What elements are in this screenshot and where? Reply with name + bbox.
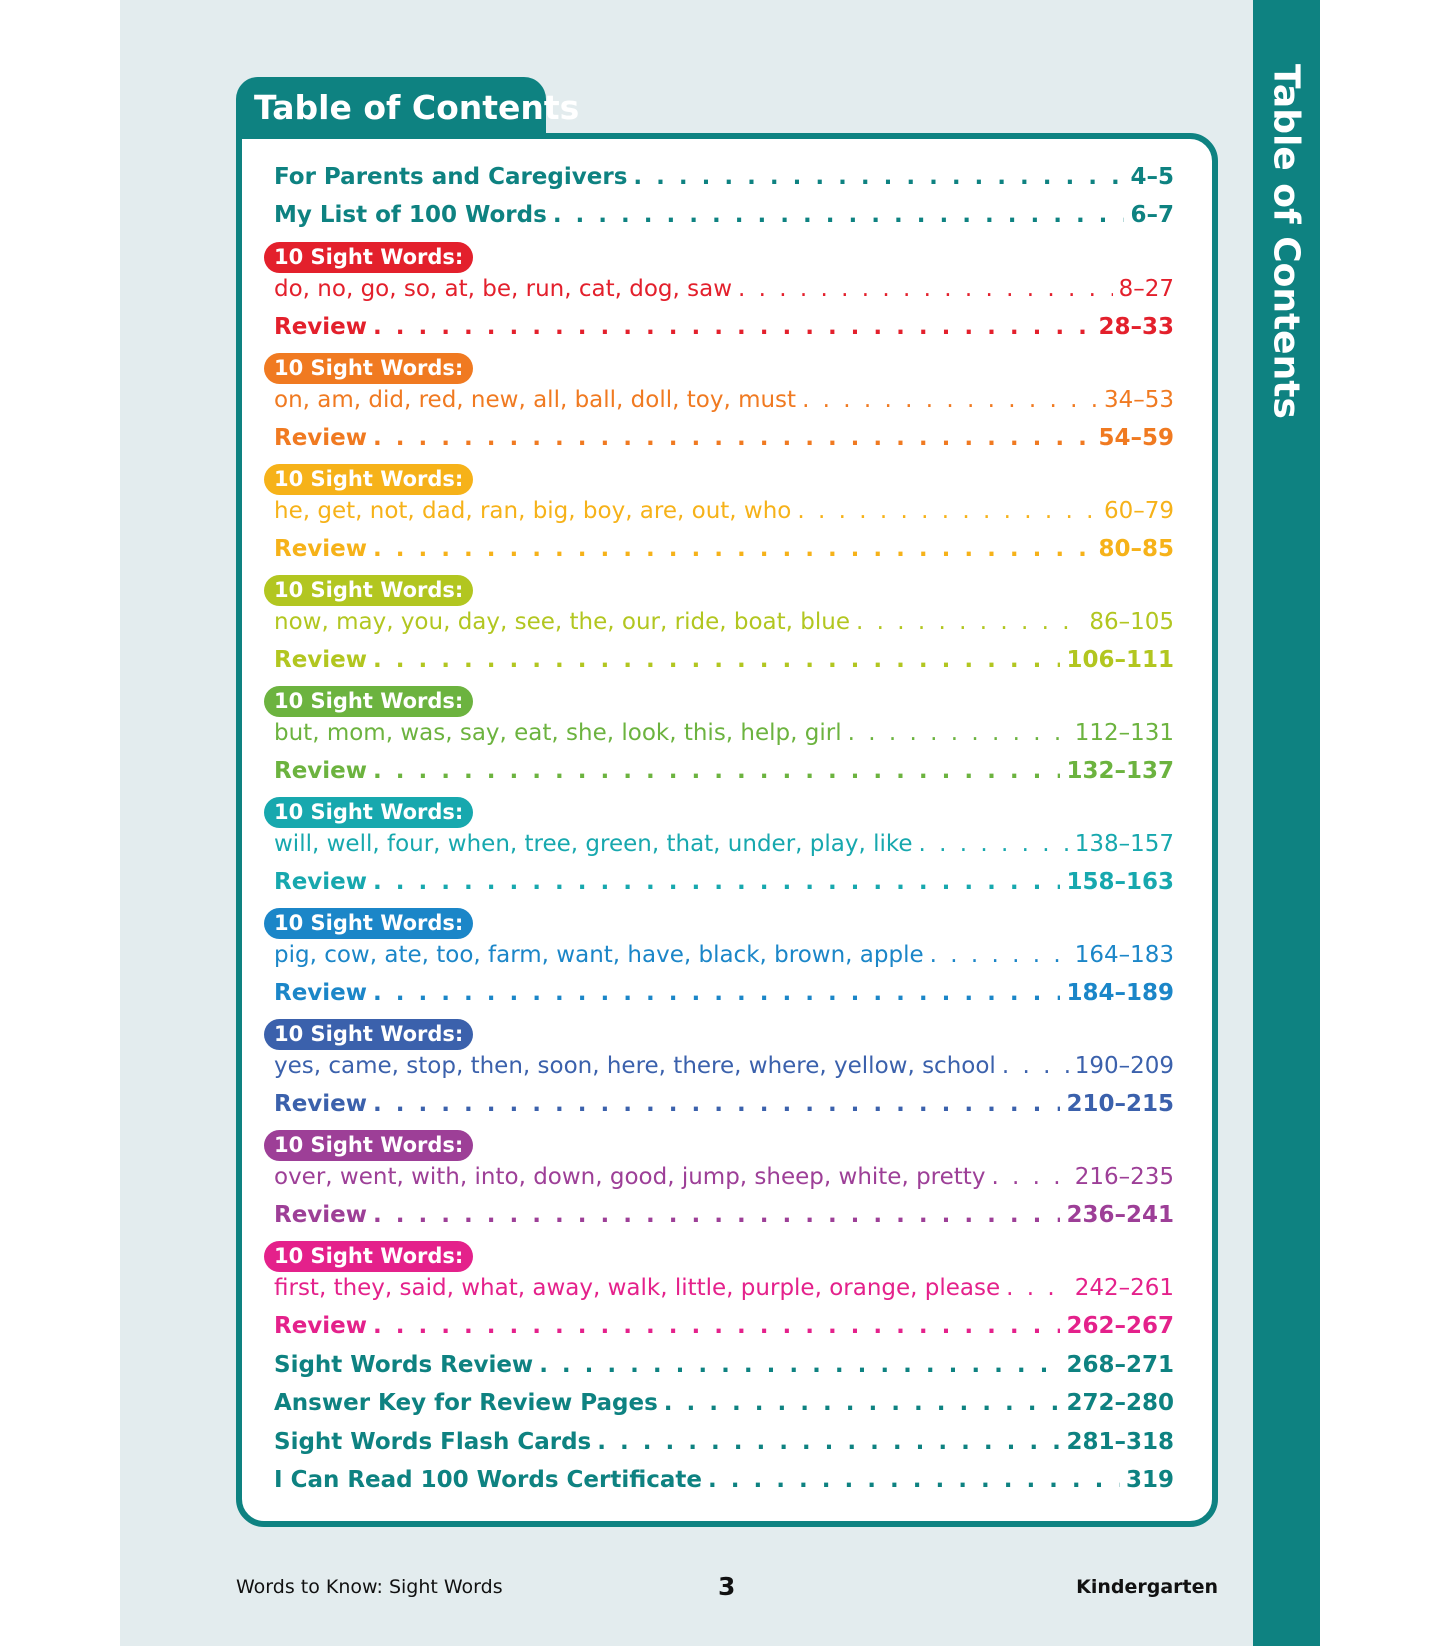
dot-leader [930,942,1069,968]
toc-row-label: but, mom, was, say, eat, she, look, this, help, girl [274,720,842,746]
toc-row-review[interactable] [274,869,1174,899]
toc-row-words[interactable] [274,609,1174,639]
toc-row-pages: 268–271 [1066,1352,1174,1378]
toc-row-label: do, no, go, so, at, be, run, cat, dog, saw [274,276,733,302]
section-badge: 10 Sight Words: [264,797,473,828]
toc-row-words[interactable] [274,1164,1174,1194]
dot-leader [539,1352,1060,1378]
toc-row-pages: 54–59 [1098,425,1174,451]
toc-row-label: on, am, did, red, new, all, ball, doll, toy, must [274,387,797,413]
toc-row-word-list[interactable] [274,202,1174,232]
toc-row-words[interactable] [274,1053,1174,1083]
toc-row-pages: 158–163 [1066,869,1174,895]
toc-row-pages: 236–241 [1066,1202,1174,1228]
toc-row-label: Review [274,425,368,451]
toc-row-label: Sight Words Review [274,1352,534,1378]
toc-row-sight-words-review[interactable] [274,1352,1174,1382]
toc-row-pages: 80–85 [1098,536,1174,562]
toc-row-flash-cards[interactable] [274,1429,1174,1459]
toc-row-label: Review [274,1202,368,1228]
dot-leader [856,609,1083,635]
toc-row-label: first, they, said, what, away, walk, little, purple, orange, please [274,1275,1001,1301]
toc-row-review[interactable] [274,536,1174,566]
toc-row-pages: 272–280 [1066,1390,1174,1416]
toc-row-words[interactable] [274,498,1174,528]
toc-row-label: yes, came, stop, then, soon, here, there, where, yellow, school [274,1053,996,1079]
toc-row-pages: 112–131 [1074,720,1174,746]
toc-row-label: For Parents and Caregivers [274,164,628,190]
section-badge: 10 Sight Words: [264,1241,473,1272]
dot-leader [1002,1053,1069,1079]
dot-leader [373,425,1092,451]
toc-row-pages: 164–183 [1074,942,1174,968]
toc-row-label: Review [274,980,368,1006]
dot-leader [708,1467,1120,1493]
dot-leader [797,498,1098,524]
toc-row-label: now, may, you, day, see, the, our, ride, boat, blue [274,609,850,635]
toc-row-pages: 28–33 [1098,314,1174,340]
toc-row-words[interactable] [274,720,1174,750]
toc-row-words[interactable] [274,1275,1174,1305]
toc-row-pages: 4–5 [1130,164,1174,190]
dot-leader [373,536,1092,562]
dot-leader [597,1429,1060,1455]
dot-leader [991,1164,1068,1190]
section-badge: 10 Sight Words: [264,464,473,495]
section-badge: 10 Sight Words: [264,575,473,606]
dot-leader [848,720,1069,746]
toc-row-pages: 86–105 [1089,609,1174,635]
page-number: 3 [718,1572,736,1601]
toc-row-review[interactable] [274,758,1174,788]
dot-leader [633,164,1124,190]
toc-row-pages: 190–209 [1074,1053,1174,1079]
toc-row-pages: 34–53 [1103,387,1174,413]
dot-leader [919,831,1069,857]
toc-row-label: Review [274,1091,368,1117]
toc-row-label: Review [274,1313,368,1339]
toc-row-pages: 210–215 [1066,1091,1174,1117]
toc-row-review[interactable] [274,425,1174,455]
toc-row-review[interactable] [274,980,1174,1010]
toc-row-pages: 8–27 [1118,276,1174,302]
toc-row-label: Sight Words Flash Cards [274,1429,592,1455]
side-tab-label: Table of Contents [1265,64,1307,419]
toc-row-label: Review [274,314,368,340]
section-badge: 10 Sight Words: [264,686,473,717]
dot-leader [553,202,1125,228]
toc-row-label: pig, cow, ate, too, farm, want, have, black, brown, apple [274,942,924,968]
toc-row-label: Review [274,758,368,784]
section-badge: 10 Sight Words: [264,908,473,939]
toc-row-parents[interactable] [274,164,1174,194]
toc-row-label: he, get, not, dad, ran, big, boy, are, out, who [274,498,792,524]
section-badge: 10 Sight Words: [264,242,473,273]
toc-row-pages: 281–318 [1066,1429,1174,1455]
toc-row-pages: 216–235 [1074,1164,1174,1190]
toc-row-label: will, well, four, when, tree, green, that, under, play, like [274,831,913,857]
toc-row-review[interactable] [274,647,1174,677]
dot-leader [373,980,1060,1006]
toc-row-pages: 106–111 [1066,647,1174,673]
toc-row-label: Review [274,647,368,673]
toc-row-review[interactable] [274,1202,1174,1232]
section-badge: 10 Sight Words: [264,353,473,384]
dot-leader [373,758,1060,784]
dot-leader [1006,1275,1069,1301]
dot-leader [373,1091,1060,1117]
toc-row-review[interactable] [274,1313,1174,1343]
toc-row-pages: 132–137 [1066,758,1174,784]
toc-row-words[interactable] [274,831,1174,861]
dot-leader [373,1313,1060,1339]
toc-row-review[interactable] [274,314,1174,344]
toc-row-label: Review [274,536,368,562]
page-title: Table of Contents [254,88,580,127]
toc-row-certificate[interactable] [274,1467,1174,1497]
toc-row-label: I Can Read 100 Words Certificate [274,1467,703,1493]
toc-row-label: Review [274,869,368,895]
toc-row-pages: 262–267 [1066,1313,1174,1339]
toc-row-label: Answer Key for Review Pages [274,1390,658,1416]
dot-leader [373,869,1060,895]
toc-row-words[interactable] [274,276,1174,306]
toc-row-pages: 242–261 [1074,1275,1174,1301]
section-badge: 10 Sight Words: [264,1019,473,1050]
toc-row-label: My List of 100 Words [274,202,547,228]
toc-row-answer-key[interactable] [274,1390,1174,1420]
toc-row-review[interactable] [274,1091,1174,1121]
toc-row-words[interactable] [274,942,1174,972]
dot-leader [738,276,1113,302]
toc-row-words[interactable] [274,387,1174,417]
dot-leader [802,387,1098,413]
toc-row-pages: 319 [1125,1467,1174,1493]
dot-leader [664,1390,1061,1416]
dot-leader [373,1202,1060,1228]
toc-row-label: over, went, with, into, down, good, jump, sheep, white, pretty [274,1164,986,1190]
dot-leader [373,314,1092,340]
toc-row-pages: 184–189 [1066,980,1174,1006]
toc-row-pages: 6–7 [1130,202,1174,228]
toc-row-pages: 60–79 [1103,498,1174,524]
dot-leader [373,647,1060,673]
section-badge: 10 Sight Words: [264,1130,473,1161]
footer-grade: Kindergarten [1076,1576,1218,1598]
footer-book-title: Words to Know: Sight Words [236,1576,503,1598]
toc-row-pages: 138–157 [1074,831,1174,857]
